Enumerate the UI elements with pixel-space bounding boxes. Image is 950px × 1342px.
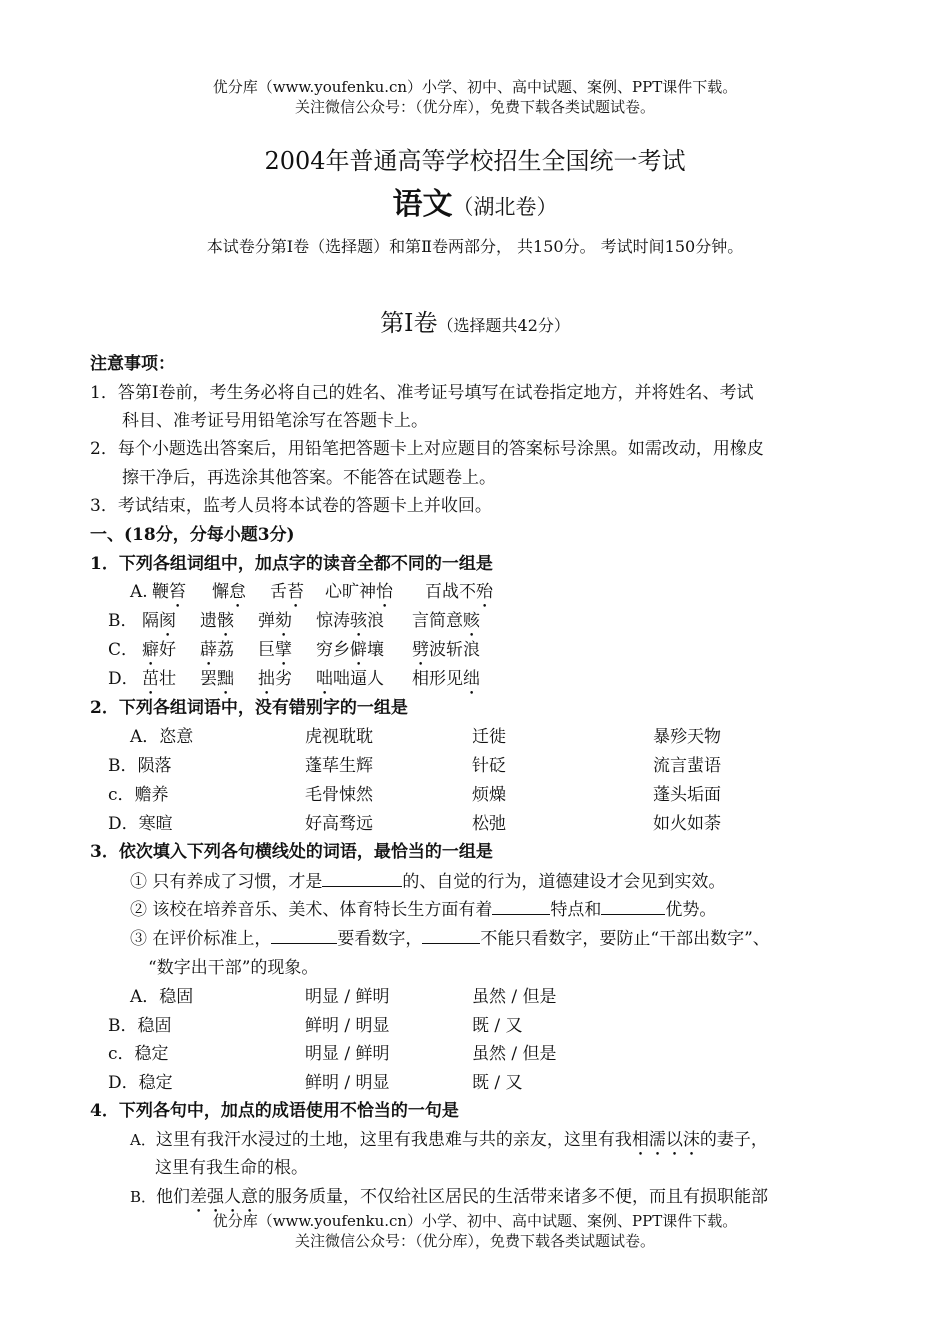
option-word: 如火如荼	[653, 814, 721, 834]
q3-stem: 3．依次填入下列各句横线处的词语，最恰当的一组是	[90, 842, 493, 862]
sentence-text: ① 只有养成了习惯，才是	[130, 872, 323, 892]
sentence-text: 不能只看数字，要防止“干部出数字”、	[480, 929, 770, 949]
option-word: 既 / 又	[472, 1016, 523, 1036]
option-word: D．稳定	[108, 1073, 173, 1093]
sentence-text: ③ 在评价标准上，	[130, 929, 272, 949]
footer-line-1: 优分库（www.youfenku.cn）小学、初中、高中试题、案例、PPT课件下载。	[212, 1212, 738, 1230]
q3-sentence-2	[130, 898, 716, 922]
dotted-char: 绌	[463, 669, 480, 689]
word-text: 相形见	[412, 669, 463, 689]
sentence-text: 优势。	[665, 900, 717, 920]
blank-line	[492, 898, 550, 915]
q2-stem: 2．下列各组词语中，没有错别字的一组是	[90, 698, 408, 718]
header-line-1: 优分库（www.youfenku.cn）小学、初中、高中试题、案例、PPT课件下载。	[212, 78, 738, 96]
q4-stem: 4．下列各句中，加点的成语使用不恰当的一句是	[90, 1101, 459, 1121]
word-text: 荔	[217, 640, 234, 660]
header-line-2: 关注微信公众号：（优分库），免费下载各类试题试卷。	[294, 98, 655, 116]
dotted-char: 擘	[275, 640, 292, 660]
dotted-idiom: 差强人意	[190, 1187, 259, 1207]
option-label: A.	[130, 582, 148, 602]
option-word: c．稳定	[108, 1044, 169, 1064]
exam-title: 2004年普通高等学校招生全国统一考试	[264, 147, 686, 175]
volume-note: （选择题共42分）	[437, 316, 570, 335]
blank-line	[322, 870, 402, 887]
word-text: 隔	[142, 611, 159, 631]
notes-heading: 注意事项：	[90, 354, 175, 374]
volume-title: 第Ⅰ卷	[380, 309, 438, 337]
sentence-text: 的服务质量，不仅给社区居民的生活带来诸多不便，而且有损职能部	[258, 1187, 769, 1207]
dotted-char: 怠	[229, 582, 246, 602]
sentence-text: 他们	[156, 1187, 191, 1207]
word-text: 舌	[270, 582, 287, 602]
option-word: 明显 / 鲜明	[305, 1044, 390, 1064]
dotted-char: 茁	[142, 669, 159, 689]
option-label: A．	[130, 1131, 156, 1149]
word-text: 浪	[367, 611, 384, 631]
option-word: 烦燥	[472, 785, 506, 805]
dotted-idiom: 相濡以沫	[631, 1130, 700, 1150]
option-word: 流言蜚语	[653, 756, 721, 776]
notes-item-2-line-1: 2．每个小题选出答案后，用铅笔把答题卡上对应题目的答案标号涂黑。如需改动，用橡皮	[90, 439, 764, 459]
option-word: D．寒暄	[108, 814, 173, 834]
dotted-char: 笞	[169, 582, 186, 602]
q4-option-a-cont: 这里有我生命的根。	[155, 1158, 308, 1178]
option-word: 好高骛远	[305, 814, 373, 834]
word-text: 心旷神	[325, 582, 376, 602]
word-text: 言简意	[412, 611, 463, 631]
dotted-char: 殆	[476, 582, 493, 602]
notes-item-2-line-2: 擦干净后，再选涂其他答案。不能答在试题卷上。	[122, 468, 496, 488]
word-text: 遗	[200, 611, 217, 631]
option-word: 针砭	[472, 756, 506, 776]
word-text: 百战不	[425, 582, 476, 602]
word-text: 巨	[258, 640, 275, 660]
sentence-text: 的妻子，	[699, 1130, 768, 1150]
sentence-text: 的、自觉的行为，道德建设才会见到实效。	[402, 872, 726, 892]
dotted-char: 怡	[376, 582, 393, 602]
option-word: A．恣意	[130, 727, 194, 747]
section-1-heading: 一、(18分，分每小题3分)	[90, 525, 295, 545]
option-word: 鲜明 / 明显	[305, 1073, 390, 1093]
dotted-char: 赅	[463, 611, 480, 631]
dotted-char: 劈	[412, 640, 429, 660]
q3-sentence-3-cont: “数字出干部”的现象。	[148, 958, 319, 978]
dotted-char: 骇	[350, 611, 367, 631]
word-text: 波斩浪	[429, 640, 480, 660]
dotted-char: 僻	[350, 640, 367, 660]
option-word: 鲜明 / 明显	[305, 1016, 390, 1036]
footer-line-2: 关注微信公众号：（优分库），免费下载各类试题试卷。	[294, 1232, 655, 1250]
dotted-char: 劾	[275, 611, 292, 631]
word-text: 鞭	[152, 582, 169, 602]
blank-line	[422, 927, 480, 944]
option-word: 迁徙	[472, 727, 506, 747]
option-word: A．稳固	[130, 987, 194, 1007]
option-word: 明显 / 鲜明	[305, 987, 390, 1007]
option-label: C．	[108, 640, 139, 660]
option-word: 虽然 / 但是	[472, 1044, 557, 1064]
blank-line	[271, 927, 337, 944]
exam-intro: 本试卷分第Ⅰ卷（选择题）和第Ⅱ卷两部分， 共150分。 考试时间150分钟。	[206, 237, 744, 256]
q3-sentence-3	[130, 927, 770, 951]
subject-name: 语文	[392, 187, 453, 222]
notes-item-1-line-2: 科目、准考证号用铅笔涂写在答题卡上。	[122, 411, 428, 431]
dotted-char: 苔	[287, 582, 304, 602]
option-label: D．	[108, 669, 139, 689]
subject-region: （湖北卷）	[452, 195, 558, 219]
option-label: B．	[130, 1188, 157, 1206]
q3-sentence-1	[130, 870, 725, 894]
word-text: 好	[159, 640, 176, 660]
word-text: 懈	[212, 582, 229, 602]
sentence-text: 要看数字，	[337, 929, 423, 949]
dotted-char: 骸	[217, 611, 234, 631]
dotted-char: 阂	[159, 611, 176, 631]
option-word: 既 / 又	[472, 1073, 523, 1093]
sentence-text: ② 该校在培养音乐、美术、体育特长生方面有着	[130, 900, 493, 920]
option-word: 毛骨悚然	[305, 785, 373, 805]
volume-heading	[0, 307, 950, 342]
dotted-char: 拙	[258, 669, 275, 689]
dotted-char: 咄	[316, 669, 333, 689]
dotted-char: 薜	[200, 640, 217, 660]
dotted-char: 癖	[142, 640, 159, 660]
word-text: 弹	[258, 611, 275, 631]
word-text: 壮	[159, 669, 176, 689]
word-text: 惊涛	[316, 611, 350, 631]
notes-item-3: 3．考试结束，监考人员将本试卷的答题卡上并收回。	[90, 496, 492, 516]
sentence-text: 特点和	[550, 900, 602, 920]
word-text: 壤	[367, 640, 384, 660]
option-word: 暴殄天物	[653, 727, 721, 747]
option-word: 虎视耽耽	[305, 727, 373, 747]
option-word: B．陨落	[108, 756, 172, 776]
option-word: c．赡养	[108, 785, 169, 805]
option-word: 蓬头垢面	[653, 785, 721, 805]
option-word: B．稳固	[108, 1016, 172, 1036]
sentence-text: 这里有我汗水浸过的土地，这里有我患难与共的亲友，这里有我	[155, 1130, 632, 1150]
notes-item-1-line-1: 1．答第Ⅰ卷前，考生务必将自己的姓名、准考证号填写在试卷指定地方，并将姓名、考试	[90, 383, 754, 403]
q1-stem: 1．下列各组词组中，加点字的读音全都不同的一组是	[90, 554, 493, 574]
word-text: 咄逼人	[333, 669, 384, 689]
dotted-char: 黜	[217, 669, 234, 689]
word-text: 罢	[200, 669, 217, 689]
option-word: 虽然 / 但是	[472, 987, 557, 1007]
word-text: 穷乡	[316, 640, 350, 660]
option-word: 松弛	[472, 814, 506, 834]
word-text: 劣	[275, 669, 292, 689]
subject-title	[0, 186, 950, 228]
option-label: B．	[108, 611, 138, 631]
option-word: 蓬荜生辉	[305, 756, 373, 776]
blank-line	[601, 898, 665, 915]
